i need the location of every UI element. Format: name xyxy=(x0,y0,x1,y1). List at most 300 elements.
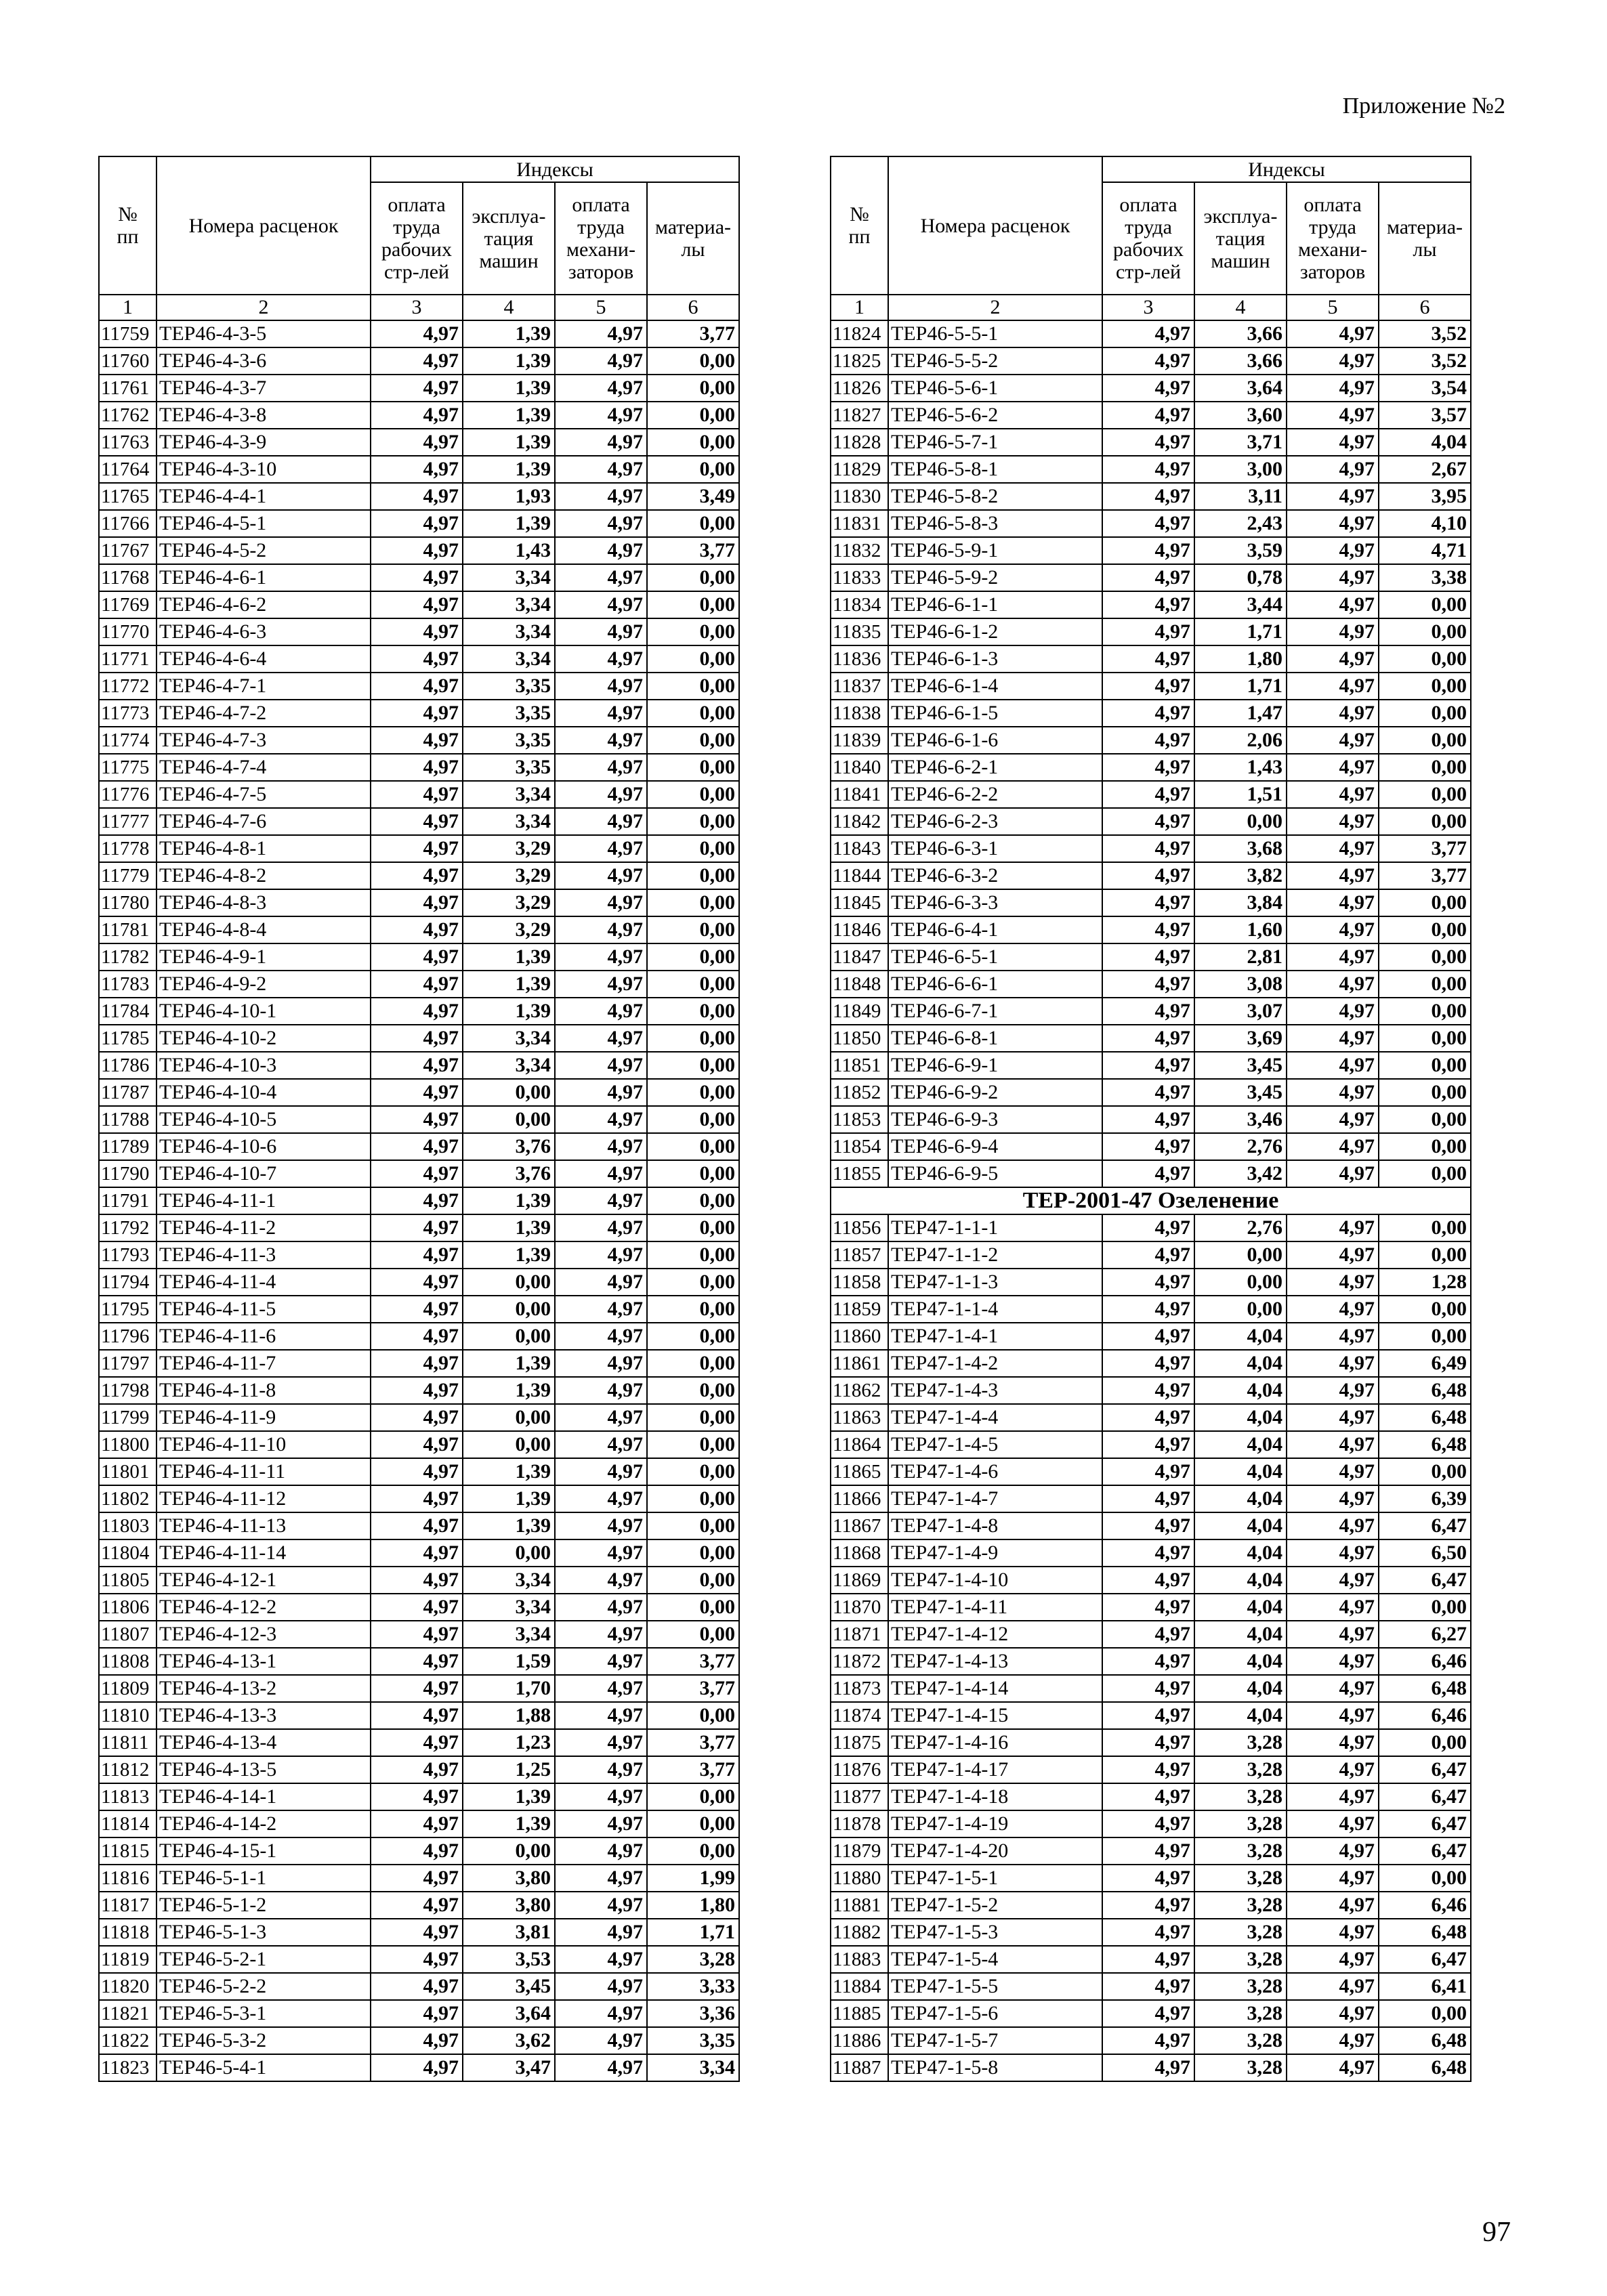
mech-labor-index: 4,97 xyxy=(1287,1729,1379,1756)
table-row xyxy=(831,347,1471,375)
mech-labor-index: 4,97 xyxy=(1287,1675,1379,1702)
labor-index: 4,97 xyxy=(371,1458,463,1485)
labor-index: 4,97 xyxy=(371,564,463,591)
mech-labor-index: 4,97 xyxy=(555,1079,647,1106)
materials-index: 3,77 xyxy=(647,1648,739,1675)
rate-code: ТЕР47-1-4-8 xyxy=(888,1512,1102,1539)
machines-index: 4,04 xyxy=(1194,1350,1287,1377)
machines-index: 3,80 xyxy=(463,1892,555,1919)
table-row xyxy=(99,754,739,781)
mech-labor-index: 4,97 xyxy=(1287,402,1379,429)
materials-index: 0,00 xyxy=(1379,1133,1471,1160)
table-row xyxy=(99,1865,739,1892)
mech-labor-index: 4,97 xyxy=(555,1485,647,1512)
mech-labor-index: 4,97 xyxy=(1287,808,1379,835)
labor-index: 4,97 xyxy=(1102,1729,1194,1756)
rate-code: ТЕР46-6-4-1 xyxy=(888,916,1102,943)
table-row xyxy=(99,1052,739,1079)
machines-index: 0,00 xyxy=(463,1323,555,1350)
machines-index: 2,76 xyxy=(1194,1214,1287,1241)
labor-index: 4,97 xyxy=(371,1079,463,1106)
labor-index: 4,97 xyxy=(1102,1269,1194,1296)
table-row xyxy=(831,1458,1471,1485)
rate-code: ТЕР46-6-1-3 xyxy=(888,645,1102,673)
labor-index: 4,97 xyxy=(371,1648,463,1675)
labor-index: 4,97 xyxy=(1102,1865,1194,1892)
materials-index: 0,00 xyxy=(647,727,739,754)
rate-code: ТЕР46-6-1-6 xyxy=(888,727,1102,754)
labor-index: 4,97 xyxy=(371,402,463,429)
labor-index: 4,97 xyxy=(1102,1404,1194,1431)
labor-index: 4,97 xyxy=(1102,1946,1194,1973)
machines-index: 0,78 xyxy=(1194,564,1287,591)
materials-index: 0,00 xyxy=(1379,1241,1471,1269)
mech-labor-index: 4,97 xyxy=(1287,1160,1379,1187)
row-number: 11792 xyxy=(99,1214,156,1241)
rate-code: ТЕР47-1-4-5 xyxy=(888,1431,1102,1458)
mech-labor-index: 4,97 xyxy=(555,537,647,564)
mech-labor-index: 4,97 xyxy=(1287,320,1379,347)
rate-code: ТЕР47-1-5-6 xyxy=(888,2000,1102,2027)
row-number: 11762 xyxy=(99,402,156,429)
machines-index: 4,04 xyxy=(1194,1702,1287,1729)
labor-index: 4,97 xyxy=(371,320,463,347)
row-number: 11862 xyxy=(831,1377,888,1404)
table-row xyxy=(99,1837,739,1865)
labor-index: 4,97 xyxy=(371,2027,463,2054)
table-row xyxy=(831,510,1471,537)
row-number: 11885 xyxy=(831,2000,888,2027)
machines-index: 4,04 xyxy=(1194,1512,1287,1539)
machines-index: 3,29 xyxy=(463,835,555,862)
labor-index: 4,97 xyxy=(371,1431,463,1458)
materials-index: 0,00 xyxy=(647,1837,739,1865)
rate-code: ТЕР47-1-5-4 xyxy=(888,1946,1102,1973)
labor-index: 4,97 xyxy=(1102,1512,1194,1539)
machines-index: 1,39 xyxy=(463,456,555,483)
mech-labor-index: 4,97 xyxy=(1287,1485,1379,1512)
machines-index: 4,04 xyxy=(1194,1404,1287,1431)
rate-code: ТЕР46-4-11-9 xyxy=(156,1404,371,1431)
mech-labor-index: 4,97 xyxy=(1287,781,1379,808)
table-row xyxy=(99,862,739,889)
mech-labor-index: 4,97 xyxy=(555,754,647,781)
rate-code: ТЕР46-4-10-2 xyxy=(156,1025,371,1052)
table-row xyxy=(831,862,1471,889)
materials-index: 6,48 xyxy=(1379,2054,1471,2081)
rate-code: ТЕР46-5-9-1 xyxy=(888,537,1102,564)
row-number: 11794 xyxy=(99,1269,156,1296)
mech-labor-index: 4,97 xyxy=(555,1946,647,1973)
table-row xyxy=(831,591,1471,618)
labor-index: 4,97 xyxy=(1102,1919,1194,1946)
rate-code: ТЕР46-4-11-10 xyxy=(156,1431,371,1458)
rate-code: ТЕР46-4-11-11 xyxy=(156,1458,371,1485)
col-number: 6 xyxy=(1379,295,1471,320)
mech-labor-index: 4,97 xyxy=(1287,618,1379,645)
materials-index: 0,00 xyxy=(647,1594,739,1621)
machines-index: 3,11 xyxy=(1194,483,1287,510)
labor-index: 4,97 xyxy=(1102,1241,1194,1269)
rate-code: ТЕР47-1-4-20 xyxy=(888,1837,1102,1865)
mech-labor-index: 4,97 xyxy=(1287,1269,1379,1296)
mech-labor-index: 4,97 xyxy=(555,375,647,402)
labor-index: 4,97 xyxy=(371,429,463,456)
machines-index: 4,04 xyxy=(1194,1567,1287,1594)
mech-labor-index: 4,97 xyxy=(1287,2054,1379,2081)
rate-code: ТЕР46-4-11-1 xyxy=(156,1187,371,1214)
materials-index: 3,36 xyxy=(647,2000,739,2027)
row-number: 11763 xyxy=(99,429,156,456)
table-row xyxy=(99,1621,739,1648)
row-number: 11824 xyxy=(831,320,888,347)
table-row xyxy=(99,1079,739,1106)
labor-index: 4,97 xyxy=(1102,564,1194,591)
machines-index: 3,47 xyxy=(463,2054,555,2081)
machines-index: 1,71 xyxy=(1194,673,1287,700)
labor-index: 4,97 xyxy=(1102,998,1194,1025)
labor-index: 4,97 xyxy=(1102,971,1194,998)
mech-labor-index: 4,97 xyxy=(1287,1621,1379,1648)
rate-code: ТЕР46-5-1-1 xyxy=(156,1865,371,1892)
rate-code: ТЕР46-4-10-4 xyxy=(156,1079,371,1106)
table-row xyxy=(99,1512,739,1539)
labor-index: 4,97 xyxy=(1102,591,1194,618)
labor-index: 4,97 xyxy=(371,1269,463,1296)
materials-index: 0,00 xyxy=(647,1458,739,1485)
labor-index: 4,97 xyxy=(1102,456,1194,483)
table-row xyxy=(99,943,739,971)
machines-index: 1,59 xyxy=(463,1648,555,1675)
table-row xyxy=(831,320,1471,347)
mech-labor-index: 4,97 xyxy=(555,1187,647,1214)
table-row xyxy=(99,618,739,645)
table-row xyxy=(99,1350,739,1377)
materials-index: 0,00 xyxy=(647,618,739,645)
machines-index: 2,43 xyxy=(1194,510,1287,537)
materials-index: 0,00 xyxy=(647,1241,739,1269)
table-row xyxy=(831,998,1471,1025)
table-row xyxy=(831,1810,1471,1837)
row-number: 11818 xyxy=(99,1919,156,1946)
machines-index: 3,28 xyxy=(1194,1892,1287,1919)
materials-index: 0,00 xyxy=(647,1810,739,1837)
row-number: 11806 xyxy=(99,1594,156,1621)
col-header-num: № пп xyxy=(831,156,888,295)
table-row xyxy=(99,347,739,375)
rate-code: ТЕР46-4-9-2 xyxy=(156,971,371,998)
materials-index: 3,57 xyxy=(1379,402,1471,429)
labor-index: 4,97 xyxy=(371,1946,463,1973)
mech-labor-index: 4,97 xyxy=(555,1648,647,1675)
row-number: 11761 xyxy=(99,375,156,402)
table-row xyxy=(831,2054,1471,2081)
col-number: 2 xyxy=(156,295,371,320)
row-number: 11874 xyxy=(831,1702,888,1729)
mech-labor-index: 4,97 xyxy=(555,1241,647,1269)
rate-code: ТЕР47-1-4-4 xyxy=(888,1404,1102,1431)
row-number: 11802 xyxy=(99,1485,156,1512)
rate-code: ТЕР46-6-9-2 xyxy=(888,1079,1102,1106)
rate-code: ТЕР47-1-4-13 xyxy=(888,1648,1102,1675)
table-row xyxy=(831,1052,1471,1079)
machines-index: 3,82 xyxy=(1194,862,1287,889)
machines-index: 0,00 xyxy=(1194,808,1287,835)
machines-index: 1,39 xyxy=(463,1377,555,1404)
rate-code: ТЕР46-6-9-4 xyxy=(888,1133,1102,1160)
table-row xyxy=(99,1133,739,1160)
materials-index: 6,47 xyxy=(1379,1783,1471,1810)
machines-index: 0,00 xyxy=(463,1837,555,1865)
machines-index: 1,39 xyxy=(463,429,555,456)
mech-labor-index: 4,97 xyxy=(555,510,647,537)
table-row xyxy=(831,564,1471,591)
rate-code: ТЕР46-4-12-1 xyxy=(156,1567,371,1594)
rate-code: ТЕР46-4-6-3 xyxy=(156,618,371,645)
materials-index: 0,00 xyxy=(647,835,739,862)
machines-index: 3,76 xyxy=(463,1160,555,1187)
labor-index: 4,97 xyxy=(371,1539,463,1567)
rate-code: ТЕР47-1-1-2 xyxy=(888,1241,1102,1269)
mech-labor-index: 4,97 xyxy=(555,1729,647,1756)
mech-labor-index: 4,97 xyxy=(555,1756,647,1783)
machines-index: 3,34 xyxy=(463,1567,555,1594)
rate-code: ТЕР46-4-11-3 xyxy=(156,1241,371,1269)
table-row xyxy=(99,1567,739,1594)
table-row xyxy=(99,808,739,835)
labor-index: 4,97 xyxy=(1102,320,1194,347)
row-number: 11830 xyxy=(831,483,888,510)
row-number: 11759 xyxy=(99,320,156,347)
machines-index: 3,28 xyxy=(1194,1810,1287,1837)
table-row xyxy=(99,1892,739,1919)
rate-code: ТЕР46-4-11-7 xyxy=(156,1350,371,1377)
table-row xyxy=(99,510,739,537)
table-row xyxy=(831,2027,1471,2054)
mech-labor-index: 4,97 xyxy=(1287,429,1379,456)
table-row xyxy=(99,727,739,754)
mech-labor-index: 4,97 xyxy=(1287,1241,1379,1269)
labor-index: 4,97 xyxy=(371,1214,463,1241)
materials-index: 6,47 xyxy=(1379,1810,1471,1837)
mech-labor-index: 4,97 xyxy=(555,1783,647,1810)
rate-code: ТЕР46-5-8-2 xyxy=(888,483,1102,510)
machines-index: 1,39 xyxy=(463,510,555,537)
page-number: 97 xyxy=(1482,2217,1511,2248)
table-row xyxy=(99,1946,739,1973)
machines-index: 3,28 xyxy=(1194,1756,1287,1783)
rate-code: ТЕР46-5-3-2 xyxy=(156,2027,371,2054)
table-row xyxy=(831,1404,1471,1431)
rate-code: ТЕР46-4-8-3 xyxy=(156,889,371,916)
materials-index: 3,77 xyxy=(647,1675,739,1702)
labor-index: 4,97 xyxy=(371,483,463,510)
labor-index: 4,97 xyxy=(1102,1648,1194,1675)
rate-code: ТЕР46-4-10-6 xyxy=(156,1133,371,1160)
materials-index: 0,00 xyxy=(647,1702,739,1729)
rate-code: ТЕР47-1-4-2 xyxy=(888,1350,1102,1377)
machines-index: 3,80 xyxy=(463,1865,555,1892)
materials-index: 6,47 xyxy=(1379,1837,1471,1865)
labor-index: 4,97 xyxy=(1102,1025,1194,1052)
materials-index: 3,52 xyxy=(1379,347,1471,375)
machines-index: 1,88 xyxy=(463,1702,555,1729)
mech-labor-index: 4,97 xyxy=(555,1214,647,1241)
mech-labor-index: 4,97 xyxy=(555,1675,647,1702)
materials-index: 6,46 xyxy=(1379,1702,1471,1729)
row-number: 11829 xyxy=(831,456,888,483)
materials-index: 0,00 xyxy=(1379,1106,1471,1133)
labor-index: 4,97 xyxy=(371,375,463,402)
row-number: 11856 xyxy=(831,1214,888,1241)
table-row xyxy=(831,1594,1471,1621)
materials-index: 0,00 xyxy=(647,1052,739,1079)
row-number: 11847 xyxy=(831,943,888,971)
table-row xyxy=(831,754,1471,781)
materials-index: 6,48 xyxy=(1379,1919,1471,1946)
rate-code: ТЕР46-4-3-8 xyxy=(156,402,371,429)
row-number: 11788 xyxy=(99,1106,156,1133)
rate-code: ТЕР46-4-10-3 xyxy=(156,1052,371,1079)
materials-index: 0,00 xyxy=(1379,2000,1471,2027)
row-number: 11772 xyxy=(99,673,156,700)
table-row xyxy=(99,1539,739,1567)
materials-index: 0,00 xyxy=(647,943,739,971)
table-row xyxy=(99,1431,739,1458)
row-number: 11780 xyxy=(99,889,156,916)
row-number: 11815 xyxy=(99,1837,156,1865)
materials-index: 6,49 xyxy=(1379,1350,1471,1377)
mech-labor-index: 4,97 xyxy=(1287,1810,1379,1837)
mech-labor-index: 4,97 xyxy=(1287,1296,1379,1323)
labor-index: 4,97 xyxy=(371,456,463,483)
machines-index: 2,81 xyxy=(1194,943,1287,971)
materials-index: 0,00 xyxy=(647,754,739,781)
materials-index: 0,00 xyxy=(647,971,739,998)
row-number: 11840 xyxy=(831,754,888,781)
mech-labor-index: 4,97 xyxy=(555,1837,647,1865)
mech-labor-index: 4,97 xyxy=(1287,1458,1379,1485)
table-row xyxy=(831,1296,1471,1323)
mech-labor-index: 4,97 xyxy=(1287,1214,1379,1241)
labor-index: 4,97 xyxy=(371,1404,463,1431)
table-row xyxy=(831,1512,1471,1539)
machines-index: 4,04 xyxy=(1194,1377,1287,1404)
materials-index: 6,41 xyxy=(1379,1973,1471,2000)
labor-index: 4,97 xyxy=(371,1919,463,1946)
table-row xyxy=(99,1919,739,1946)
labor-index: 4,97 xyxy=(371,1241,463,1269)
mech-labor-index: 4,97 xyxy=(1287,1512,1379,1539)
table-row xyxy=(831,537,1471,564)
machines-index: 4,04 xyxy=(1194,1648,1287,1675)
row-number: 11882 xyxy=(831,1919,888,1946)
table-row xyxy=(831,808,1471,835)
labor-index: 4,97 xyxy=(371,754,463,781)
rate-code: ТЕР46-6-3-1 xyxy=(888,835,1102,862)
labor-index: 4,97 xyxy=(1102,1052,1194,1079)
row-number: 11858 xyxy=(831,1269,888,1296)
rate-code: ТЕР46-6-8-1 xyxy=(888,1025,1102,1052)
rate-code: ТЕР46-6-9-1 xyxy=(888,1052,1102,1079)
col-header-mech-labor: оплата труда механи- заторов xyxy=(1287,182,1379,295)
table-row xyxy=(831,375,1471,402)
labor-index: 4,97 xyxy=(1102,862,1194,889)
labor-index: 4,97 xyxy=(1102,1621,1194,1648)
rate-code: ТЕР47-1-4-11 xyxy=(888,1594,1102,1621)
machines-index: 3,64 xyxy=(463,2000,555,2027)
col-number: 1 xyxy=(831,295,888,320)
row-number: 11838 xyxy=(831,700,888,727)
col-header-labor: оплата труда рабочих стр-лей xyxy=(371,182,463,295)
mech-labor-index: 4,97 xyxy=(555,564,647,591)
row-number: 11777 xyxy=(99,808,156,835)
machines-index: 3,46 xyxy=(1194,1106,1287,1133)
machines-index: 3,00 xyxy=(1194,456,1287,483)
machines-index: 4,04 xyxy=(1194,1539,1287,1567)
labor-index: 4,97 xyxy=(371,916,463,943)
machines-index: 1,39 xyxy=(463,1783,555,1810)
materials-index: 1,71 xyxy=(647,1919,739,1946)
materials-index: 0,00 xyxy=(647,1350,739,1377)
labor-index: 4,97 xyxy=(371,1106,463,1133)
rate-code: ТЕР47-1-4-14 xyxy=(888,1675,1102,1702)
mech-labor-index: 4,97 xyxy=(555,971,647,998)
machines-index: 3,29 xyxy=(463,862,555,889)
row-number: 11835 xyxy=(831,618,888,645)
rate-code: ТЕР46-4-13-3 xyxy=(156,1702,371,1729)
materials-index: 0,00 xyxy=(1379,1729,1471,1756)
row-number: 11807 xyxy=(99,1621,156,1648)
mech-labor-index: 4,97 xyxy=(1287,1539,1379,1567)
materials-index: 3,52 xyxy=(1379,320,1471,347)
mech-labor-index: 4,97 xyxy=(555,347,647,375)
labor-index: 4,97 xyxy=(371,1837,463,1865)
machines-index: 3,59 xyxy=(1194,537,1287,564)
rate-code: ТЕР46-4-3-6 xyxy=(156,347,371,375)
machines-index: 1,39 xyxy=(463,998,555,1025)
labor-index: 4,97 xyxy=(371,2054,463,2081)
appendix-label: Приложение №2 xyxy=(1342,93,1505,119)
mech-labor-index: 4,97 xyxy=(555,320,647,347)
materials-index: 0,00 xyxy=(647,1214,739,1241)
rate-code: ТЕР46-4-13-4 xyxy=(156,1729,371,1756)
labor-index: 4,97 xyxy=(371,998,463,1025)
rate-code: ТЕР46-4-8-4 xyxy=(156,916,371,943)
table-row xyxy=(99,1485,739,1512)
row-number: 11765 xyxy=(99,483,156,510)
table-row xyxy=(831,916,1471,943)
row-number: 11854 xyxy=(831,1133,888,1160)
labor-index: 4,97 xyxy=(371,591,463,618)
materials-index: 0,00 xyxy=(1379,591,1471,618)
labor-index: 4,97 xyxy=(371,781,463,808)
machines-index: 3,66 xyxy=(1194,320,1287,347)
labor-index: 4,97 xyxy=(1102,1431,1194,1458)
row-number: 11873 xyxy=(831,1675,888,1702)
table-row xyxy=(99,1269,739,1296)
machines-index: 1,47 xyxy=(1194,700,1287,727)
rate-code: ТЕР47-1-5-8 xyxy=(888,2054,1102,2081)
rate-code: ТЕР47-1-4-9 xyxy=(888,1539,1102,1567)
mech-labor-index: 4,97 xyxy=(555,998,647,1025)
rate-code: ТЕР46-5-5-1 xyxy=(888,320,1102,347)
mech-labor-index: 4,97 xyxy=(555,727,647,754)
machines-index: 3,28 xyxy=(1194,1946,1287,1973)
mech-labor-index: 4,97 xyxy=(1287,889,1379,916)
labor-index: 4,97 xyxy=(371,1783,463,1810)
table-row xyxy=(99,1160,739,1187)
